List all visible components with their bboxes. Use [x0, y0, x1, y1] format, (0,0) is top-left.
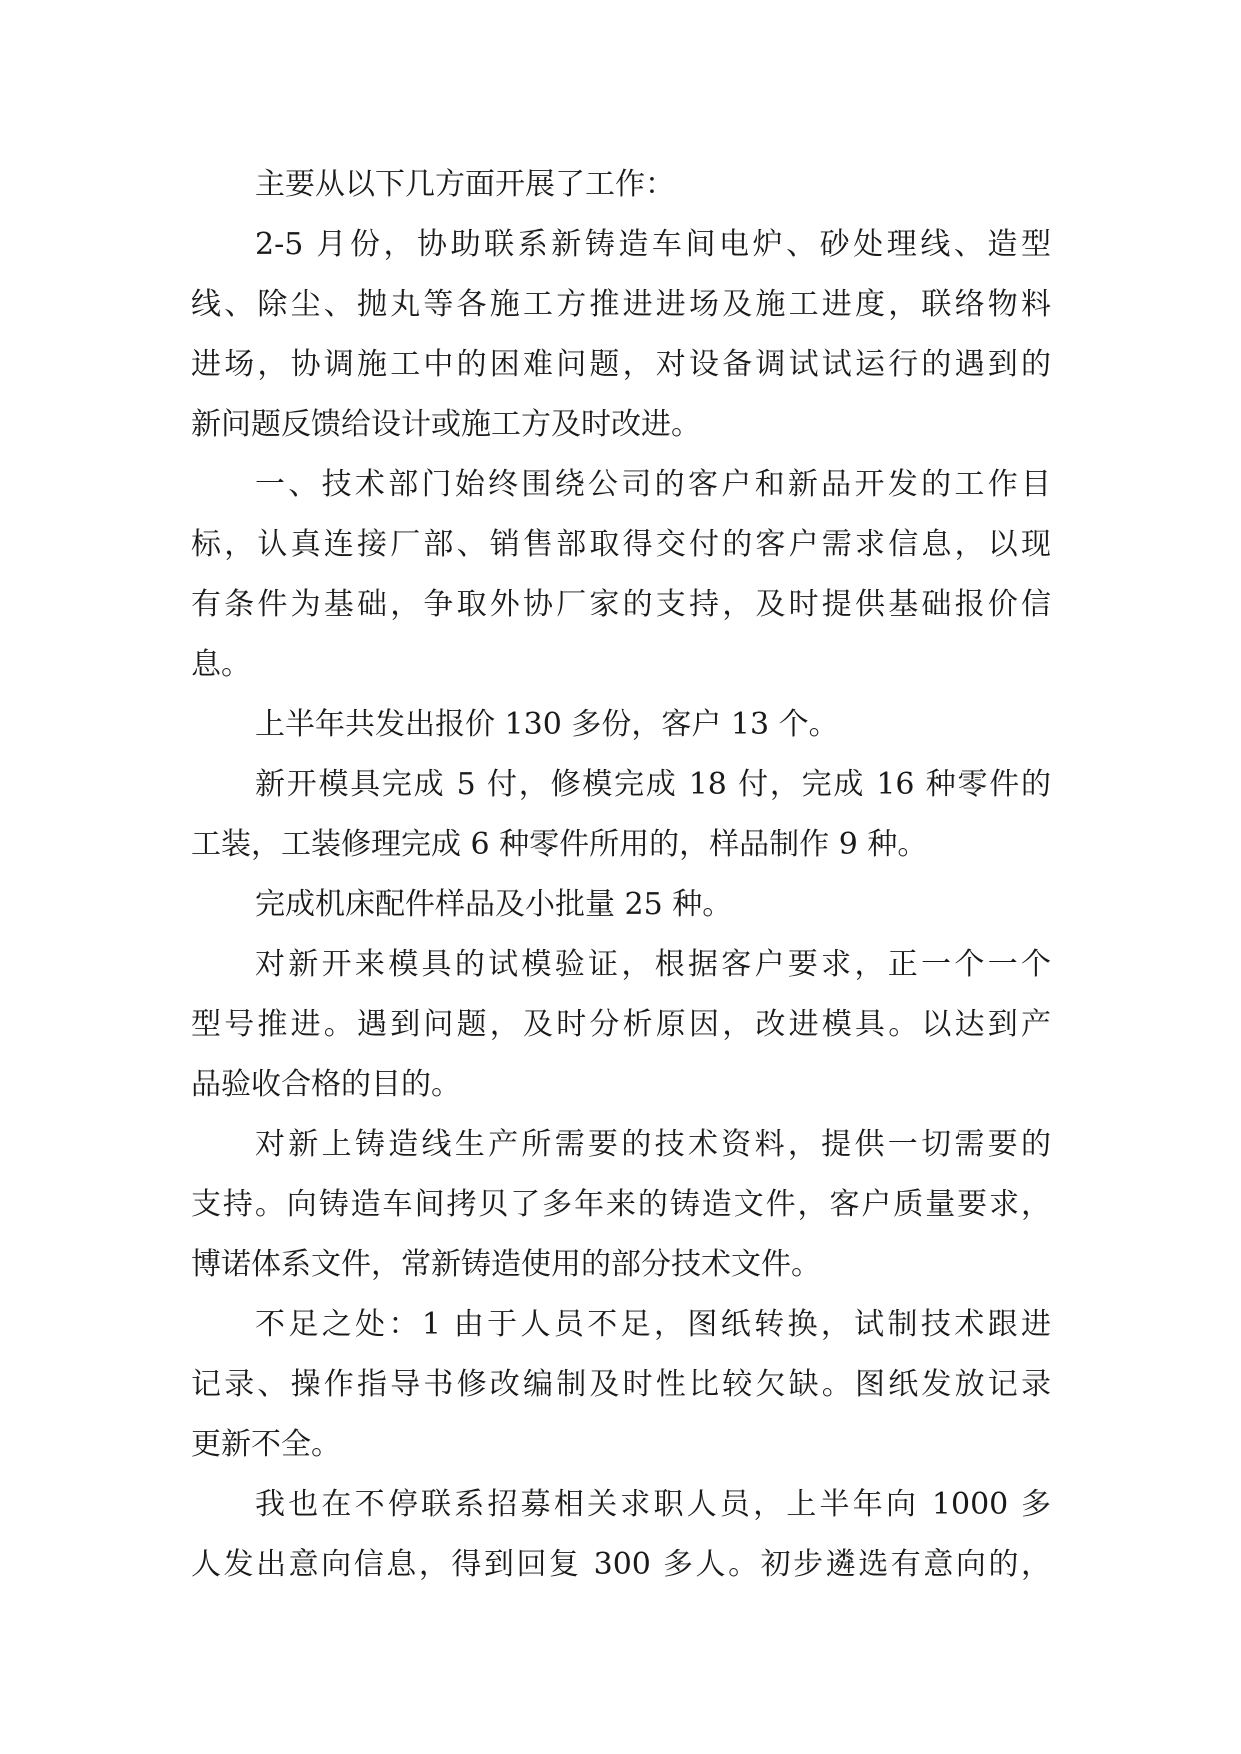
text-line: 对新上铸造线生产所需要的技术资料，提供一切需要的: [255, 1127, 1051, 1162]
text-line: 新开模具完成 5 付，修模完成 18 付，完成 16 种零件的: [255, 767, 1051, 802]
text-line: 支持。向铸造车间拷贝了多年来的铸造文件，客户质量要求，: [191, 1187, 1051, 1222]
text-line: 对新开来模具的试模验证，根据客户要求，正一个一个: [255, 947, 1051, 982]
text-line: 完成机床配件样品及小批量 25 种。: [255, 887, 733, 922]
text-line: 标，认真连接厂部、销售部取得交付的客户需求信息，以现: [191, 527, 1051, 562]
text-line: 线、除尘、抛丸等各施工方推进进场及施工进度，联络物料: [191, 287, 1051, 322]
text-line: 人发出意向信息，得到回复 300 多人。初步遴选有意向的，: [191, 1547, 1051, 1582]
text-line: 博诺体系文件，常新铸造使用的部分技术文件。: [191, 1247, 821, 1282]
text-line: 主要从以下几方面开展了工作：: [255, 167, 675, 202]
text-line: 上半年共发出报价 130 多份，客户 13 个。: [255, 707, 839, 742]
document-body: [191, 155, 1051, 1595]
text-line: 一、技术部门始终围绕公司的客户和新品开发的工作目: [255, 467, 1051, 502]
text-line: 工装，工装修理完成 6 种零件所用的，样品制作 9 种。: [191, 827, 928, 862]
text-line: 我也在不停联系招募相关求职人员，上半年向 1000 多: [255, 1487, 1051, 1522]
text-line: 更新不全。: [191, 1427, 341, 1462]
text-line: 有条件为基础，争取外协厂家的支持，及时提供基础报价信: [191, 587, 1051, 622]
text-line: 型号推进。遇到问题，及时分析原因，改进模具。以达到产: [191, 1007, 1051, 1042]
text-line: 不足之处：1 由于人员不足，图纸转换，试制技术跟进: [255, 1307, 1051, 1342]
text-line: 新问题反馈给设计或施工方及时改进。: [191, 407, 701, 442]
text-line: 进场，协调施工中的困难问题，对设备调试试运行的遇到的: [191, 347, 1051, 382]
text-line: 2-5 月份，协助联系新铸造车间电炉、砂处理线、造型: [255, 227, 1051, 262]
text-line: 记录、操作指导书修改编制及时性比较欠缺。图纸发放记录: [191, 1367, 1051, 1402]
text-line: 息。: [191, 647, 251, 682]
text-line: 品验收合格的目的。: [191, 1067, 461, 1102]
